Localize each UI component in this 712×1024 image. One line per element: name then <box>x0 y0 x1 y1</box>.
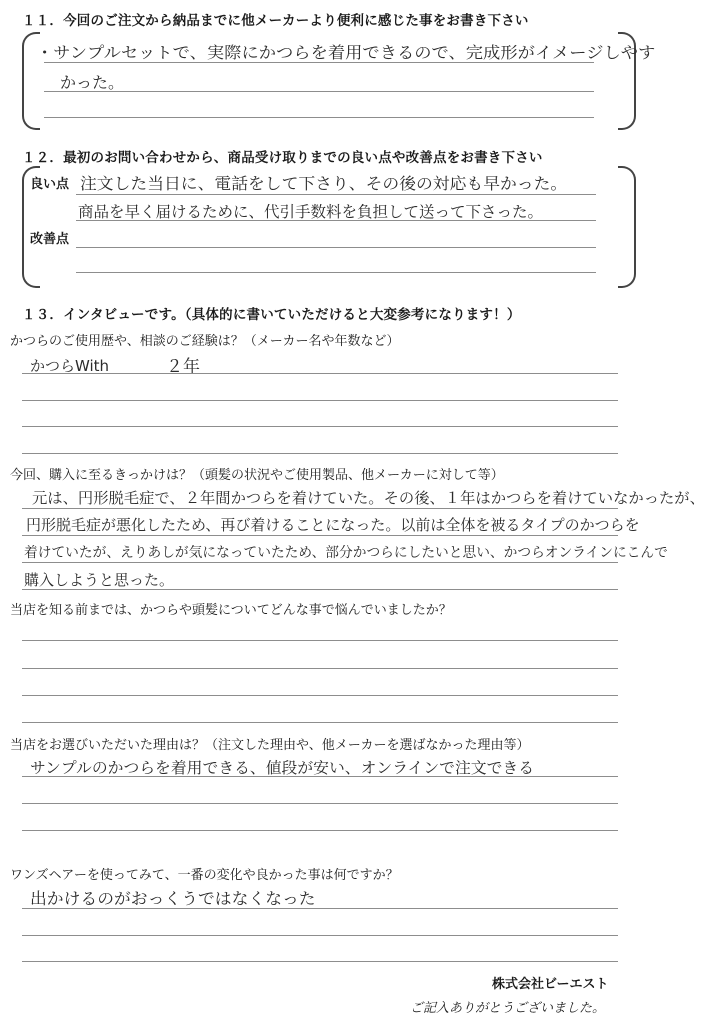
ruled-line <box>22 908 618 909</box>
ruled-line <box>22 589 618 590</box>
good-point-line-1: 注文した当日に、電話をして下さり、その後の対応も早かった。 <box>80 174 568 193</box>
good-point-label: 良い点 <box>30 177 70 192</box>
ruled-line <box>22 373 618 374</box>
section-13-heading: １３．インタビューです。（具体的に書いていただけると大変参考になります！） <box>22 307 521 323</box>
ruled-line <box>44 117 594 118</box>
section-11-answer-line-2: かった。 <box>60 73 125 92</box>
question-best-change: ワンズヘアーを使ってみて、一番の変化や良かった事は何ですか？ <box>10 868 399 883</box>
ruled-line <box>22 668 618 669</box>
question-purchase-reason: 今回、購入に至るきっかけは？（頭髪の状況やご使用製品、他メーカーに対して等） <box>10 468 504 483</box>
ruled-line <box>22 508 618 509</box>
section-12-right-brace <box>618 166 636 288</box>
ruled-line <box>44 91 594 92</box>
ruled-line <box>22 961 618 962</box>
ruled-line <box>22 722 618 723</box>
answer-purchase-reason-1: 元は、円形脱毛症で、２年間かつらを着けていた。その後、１年はかつらを着けていなかったが、 <box>32 489 705 507</box>
ruled-line <box>76 272 596 273</box>
thank-you-message: ご記入ありがとうございました。 <box>410 1001 606 1016</box>
ruled-line <box>22 830 618 831</box>
improvement-label: 改善点 <box>30 232 70 247</box>
question-previous-worries: 当店を知る前までは、かつらや頭髪についてどんな事で悩んでいましたか？ <box>10 603 452 618</box>
section-11-heading: １１．今回のご注文から納品までに他メーカーより便利に感じた事をお書き下さい <box>22 13 529 29</box>
answer-purchase-reason-4: 購入しようと思った。 <box>24 571 175 589</box>
question-store-choice-reason: 当店をお選びいただいた理由は？（注文した理由や、他メーカーを選ばなかった理由等） <box>10 738 530 753</box>
ruled-line <box>22 562 618 563</box>
good-point-line-2: 商品を早く届けるために、代引手数料を負担して送って下さった。 <box>78 203 544 221</box>
ruled-line <box>22 426 618 427</box>
answer-purchase-reason-3: 着けていたが、えりあしが気になっていたため、部分かつらにしたいと思い、かつらオンラインにこんで <box>24 545 668 561</box>
ruled-line <box>22 535 618 536</box>
answer-best-change: 出かけるのがおっくうではなくなった <box>30 889 316 908</box>
ruled-line <box>22 803 618 804</box>
ruled-line <box>76 247 596 248</box>
company-name: 株式会社ビーエスト <box>492 977 609 992</box>
answer-usage-history-2: ２年 <box>166 357 200 377</box>
ruled-line <box>22 400 618 401</box>
ruled-line <box>76 194 596 195</box>
answer-purchase-reason-2: 円形脱毛症が悪化したため、再び着けることになった。以前は全体を被るタイプのかつらを <box>26 516 640 534</box>
section-12-heading: １２．最初のお問い合わせから、商品受け取りまでの良い点や改善点をお書き下さい <box>22 150 543 166</box>
answer-store-choice-reason: サンプルのかつらを着用できる、値段が安い、オンラインで注文できる <box>30 759 535 777</box>
section-11-answer-line-1: ・サンプルセットで、実際にかつらを着用できるので、完成形がイメージしやす <box>36 43 656 62</box>
ruled-line <box>22 695 618 696</box>
ruled-line <box>22 453 618 454</box>
question-usage-history: かつらのご使用歴や、相談のご経験は？（メーカー名や年数など） <box>10 334 400 349</box>
ruled-line <box>22 935 618 936</box>
answer-usage-history-1: かつらWith <box>30 357 110 375</box>
ruled-line <box>22 640 618 641</box>
ruled-line <box>22 776 618 777</box>
